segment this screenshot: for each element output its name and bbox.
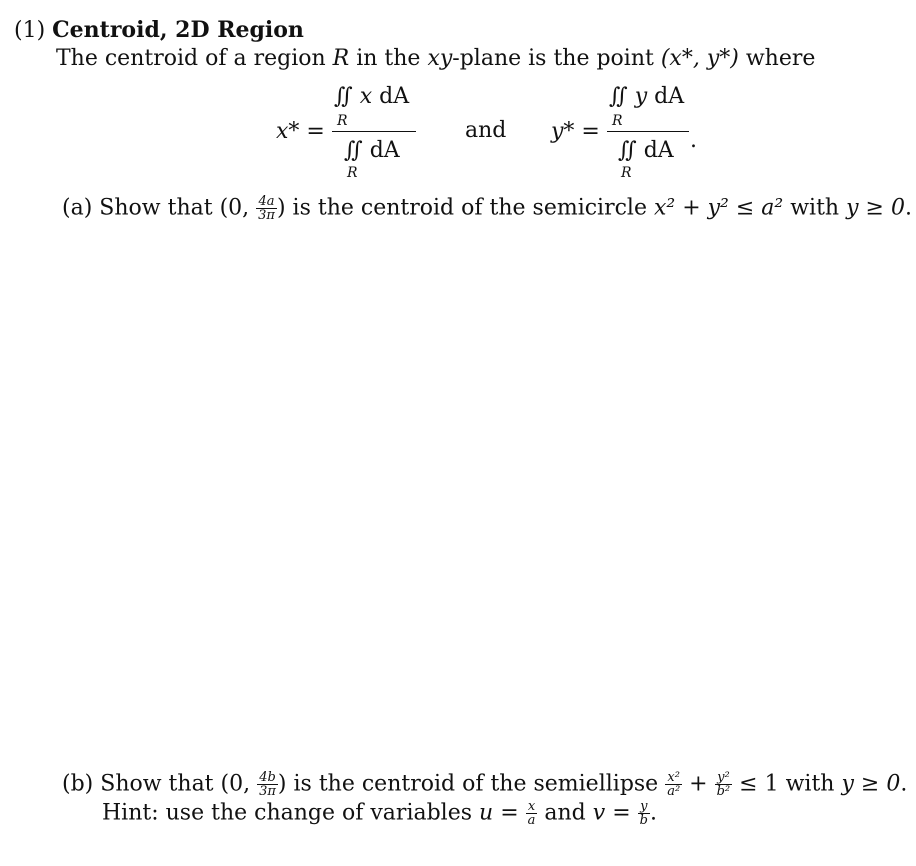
part-b-close: ) bbox=[277, 771, 287, 797]
y-star-lhs: y* = bbox=[551, 119, 600, 144]
double-integral-icon: ∬ bbox=[334, 84, 353, 109]
fraction-denominator: 3π bbox=[259, 784, 276, 799]
intro-region-symbol: R bbox=[332, 46, 350, 71]
formula-period: . bbox=[690, 128, 697, 153]
intro-text-3: -plane is the point bbox=[452, 46, 661, 71]
fraction-denominator: 3π bbox=[258, 208, 275, 223]
y-condition: y ≥ 0 bbox=[841, 771, 901, 797]
intro-xy-symbol: xy bbox=[427, 46, 453, 71]
x-fraction-bar bbox=[332, 131, 416, 132]
part-b-text-1: Show that bbox=[93, 771, 221, 797]
fraction-denominator: b² bbox=[716, 784, 731, 799]
y-condition: y ≥ 0 bbox=[846, 195, 905, 221]
dA-symbol: dA bbox=[372, 84, 410, 109]
x-denominator bbox=[344, 138, 400, 164]
part-a-text-4: . bbox=[904, 195, 912, 221]
dA-symbol: dA bbox=[636, 138, 674, 163]
double-integral-icon: ∬ bbox=[618, 138, 637, 163]
x-denominator-sub: R bbox=[347, 165, 358, 181]
y-numerator bbox=[609, 84, 684, 110]
part-a-text-2: is the centroid of the semicircle bbox=[285, 195, 654, 221]
x-star-lhs: x* = bbox=[276, 119, 325, 144]
part-b-text-2: is the centroid of the semiellipse bbox=[286, 771, 666, 797]
part-a-label: (a) bbox=[62, 195, 93, 221]
hint-period: . bbox=[649, 800, 657, 826]
x-numerator bbox=[334, 84, 409, 110]
fraction-denominator: a bbox=[527, 813, 536, 828]
fraction-denominator: a² bbox=[667, 784, 681, 799]
double-integral-icon: ∬ bbox=[609, 84, 628, 109]
y-denominator bbox=[618, 138, 674, 164]
problem-number: (1) bbox=[14, 18, 46, 43]
part-b-fraction bbox=[257, 771, 278, 798]
plus-sign: + bbox=[689, 771, 708, 797]
part-a bbox=[62, 195, 912, 222]
u-fraction bbox=[526, 800, 538, 827]
hint-and: and bbox=[537, 800, 593, 826]
u-symbol: u = bbox=[479, 800, 519, 826]
part-b bbox=[62, 771, 907, 798]
intro-line bbox=[56, 46, 815, 72]
problem-title: Centroid, 2D Region bbox=[52, 17, 304, 43]
fraction-numerator: x bbox=[527, 799, 536, 814]
part-a-close: ) bbox=[276, 195, 286, 221]
part-b-text-3: with bbox=[778, 771, 842, 797]
double-integral-icon: ∬ bbox=[344, 138, 363, 163]
y-denominator-sub: R bbox=[621, 165, 632, 181]
fraction-numerator: y bbox=[640, 799, 648, 814]
y-numerator-sub: R bbox=[612, 113, 623, 129]
intro-text-2: in the bbox=[349, 46, 428, 71]
part-a-fraction bbox=[256, 195, 277, 222]
dA-symbol: dA bbox=[362, 138, 400, 163]
fraction-numerator: y² bbox=[717, 770, 730, 785]
part-a-text-3: with bbox=[783, 195, 847, 221]
x-numerator-sub: R bbox=[337, 113, 348, 129]
v-symbol: v = bbox=[592, 800, 631, 826]
fraction-numerator: x² bbox=[667, 770, 680, 785]
part-a-open: (0, bbox=[219, 195, 250, 221]
part-b-text-4: . bbox=[900, 771, 908, 797]
semicircle-condition: x² + y² ≤ a² bbox=[653, 195, 784, 221]
intro-text-1: The centroid of a region bbox=[56, 46, 333, 71]
y-variable: y bbox=[634, 84, 648, 109]
fraction-numerator: 4a bbox=[258, 194, 275, 209]
fraction-denominator: b bbox=[639, 813, 648, 828]
v-fraction bbox=[638, 800, 650, 827]
dA-symbol: dA bbox=[647, 84, 685, 109]
intro-text-4: where bbox=[738, 46, 816, 71]
y-fraction-bar bbox=[607, 131, 689, 132]
x-squared-fraction bbox=[665, 771, 682, 798]
part-b-label: (b) bbox=[62, 771, 94, 797]
le-one: ≤ 1 bbox=[739, 771, 779, 797]
part-b-open: (0, bbox=[220, 771, 251, 797]
y-squared-fraction bbox=[715, 771, 733, 798]
part-a-text-1: Show that bbox=[92, 195, 220, 221]
hint-text: Hint: use the change of variables bbox=[102, 800, 480, 826]
part-b-hint bbox=[102, 800, 657, 827]
x-variable: x bbox=[359, 84, 373, 109]
intro-point: (x*, y*) bbox=[660, 46, 739, 71]
and-text: and bbox=[465, 118, 507, 143]
fraction-numerator: 4b bbox=[259, 770, 276, 785]
problem-heading bbox=[14, 17, 304, 44]
